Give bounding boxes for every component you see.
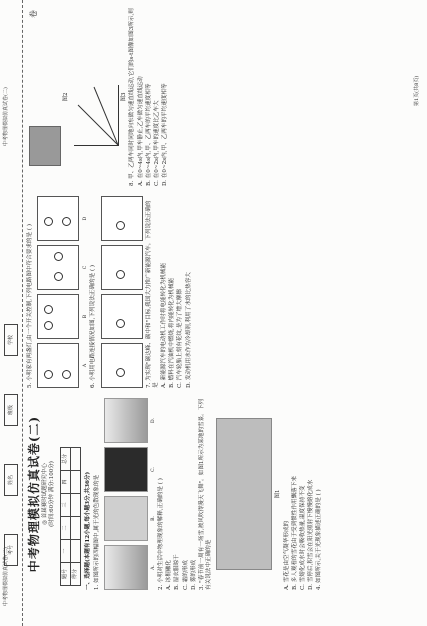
score-header: 二 — [61, 517, 71, 540]
edge-header-left: 中考物理模拟仿真试卷(二) — [3, 547, 9, 606]
st-graph-lines — [74, 85, 118, 145]
score-cell[interactable] — [71, 517, 81, 540]
binding-edge — [0, 0, 23, 626]
option-a: A. 在0~4s内,甲车静止,乙车做匀速直线运动 — [137, 76, 144, 186]
question-1-captions — [150, 398, 157, 590]
option-d: D. 发动机用水作为冷却剂,利用了水的比热容大 — [185, 272, 192, 388]
edge-box-school: 学校 — [4, 324, 18, 356]
option-d: D. 在0~2s内,甲、乙两车的平均速度相等 — [162, 83, 169, 186]
circuit-caption: D — [83, 216, 89, 221]
column-2 — [26, 196, 194, 388]
exam-title: 中考物理模拟仿真试卷(二) — [27, 415, 41, 573]
edge-box-name: 姓名 — [4, 464, 18, 496]
page-mark: 卷 — [29, 10, 38, 18]
option-b: B. 在0~4s内,甲、乙两车的平均速度相等 — [145, 83, 152, 186]
question-5: 5. 小明家有两盏灯,由一个开关控制,下列电路图中符合要求的是 ( ) — [27, 223, 33, 388]
photo-a — [104, 545, 148, 590]
circuit-caption: B — [83, 314, 89, 319]
score-cell[interactable] — [71, 494, 81, 517]
figure-3-caption: 图3 — [121, 92, 128, 102]
question-6: 6. 小明用电路连接情况如图,下列说法正确的是 ( ) — [90, 264, 97, 388]
figure-3-st-graph — [74, 85, 119, 146]
figure-2-device-image — [29, 126, 61, 166]
caption-a: A. — [150, 565, 156, 570]
circuit-captions — [82, 196, 89, 388]
question-8: 8. 甲、乙两车同时同地向东做匀速直线运动,它们的s-t图像如图3所示,则 — [129, 8, 136, 186]
score-header: 三 — [61, 494, 71, 517]
section-1-heading: 一、选择题(本题有12小题,每小题3分,共36分) — [85, 471, 92, 590]
circuit-a — [37, 343, 79, 388]
photo-b — [104, 496, 148, 541]
photo-c — [104, 447, 148, 492]
circuit-diagrams-row-2 — [101, 196, 143, 388]
option-c: C. 霜的形成 — [182, 559, 189, 590]
option-c: C. 汽车轮胎上刻有花纹,是为了增大摩擦 — [177, 289, 184, 388]
photo-d — [104, 398, 148, 443]
exam-time: (时间:60分钟 满分:100分) — [49, 461, 56, 527]
edge-header-right: 中考物理模拟仿真试卷(二) — [3, 87, 9, 146]
score-header: 一 — [61, 540, 71, 563]
edge-box-exam-no: 考号 — [4, 534, 18, 566]
circuit-caption: A — [83, 363, 89, 368]
circuit-b — [37, 294, 79, 339]
caption-b: B. — [150, 516, 156, 521]
question-7: 7. 为实现"碳达峰、碳中和"目标,我国大力推广新能源汽车。下列说法正确的是 — [145, 200, 159, 388]
circuit-d — [37, 196, 79, 241]
option-c: C. 在0~2s内,甲车的速度比乙车大 — [154, 100, 161, 186]
question-4: 4. 如图所示,关于光现象描述正确的是 ( ) — [316, 489, 323, 590]
score-row-label: 得分 — [71, 563, 81, 586]
caption-d: D. — [150, 418, 156, 423]
score-cell[interactable] — [71, 448, 81, 471]
option-b: B. 湿衣服晾干 — [174, 554, 181, 590]
circuit-caption: C — [83, 265, 89, 270]
column-3 — [26, 8, 170, 186]
page-footer: 第1页(共8页) — [414, 75, 420, 106]
option-d: D. 雾的形成 — [190, 559, 197, 590]
option-c: C. 雪熔化成水时会吸收热量,温度保持不变 — [300, 485, 307, 590]
circuit-b2 — [101, 294, 143, 339]
circuit-a2 — [101, 343, 143, 388]
score-header: 总分 — [61, 448, 71, 471]
circuit-c2 — [101, 245, 143, 290]
score-header: 题号 — [61, 563, 71, 586]
option-b: B. 燃料在汽油机中燃烧,将内能转化为机械能 — [169, 277, 176, 388]
figure-1-caption: 图1 — [275, 489, 282, 499]
edge-box-class: 班级 — [4, 394, 18, 426]
score-header: 四 — [61, 471, 71, 494]
question-3: 3. "春节前一周有一场雪,被风吹得漫天飞舞"。如图1所示为某地的雪景。下列有关说法中正确的是 — [199, 398, 213, 590]
question-1-images — [104, 398, 148, 590]
option-b: B. 多人观看的雪花由于受到惯性作用飘落下来 — [291, 476, 298, 590]
score-cell[interactable] — [71, 471, 81, 494]
option-d: D. 雪停后,积雪会在阳光照射下慢慢熔化成水 — [308, 479, 315, 590]
circuit-c — [37, 245, 79, 290]
option-a: A. 冰棍融化 — [166, 560, 173, 590]
column-1 — [26, 398, 325, 590]
circuit-diagrams-row-1 — [37, 196, 79, 388]
caption-c: C. — [150, 467, 156, 472]
exam-org: ◎ 首届赛时试题研究中心 — [42, 463, 48, 525]
score-table — [60, 447, 81, 586]
figure-1-snow-photo — [216, 418, 272, 570]
score-cell[interactable] — [71, 540, 81, 563]
option-a: A. 雪花是由空气凝华形成的 — [283, 520, 290, 590]
question-2: 2. 小明对生活中物理现象的解释,正确的是 ( ) — [158, 478, 165, 590]
figure-2-caption: 图2 — [63, 92, 69, 102]
question-1: 1. 如图所示的四幅图中,属于光的色散现象的是 — [93, 474, 100, 590]
circuit-d2 — [101, 196, 143, 241]
option-a: A. 新能源汽车的电动机工作时将电能转化为机械能 — [161, 262, 168, 388]
